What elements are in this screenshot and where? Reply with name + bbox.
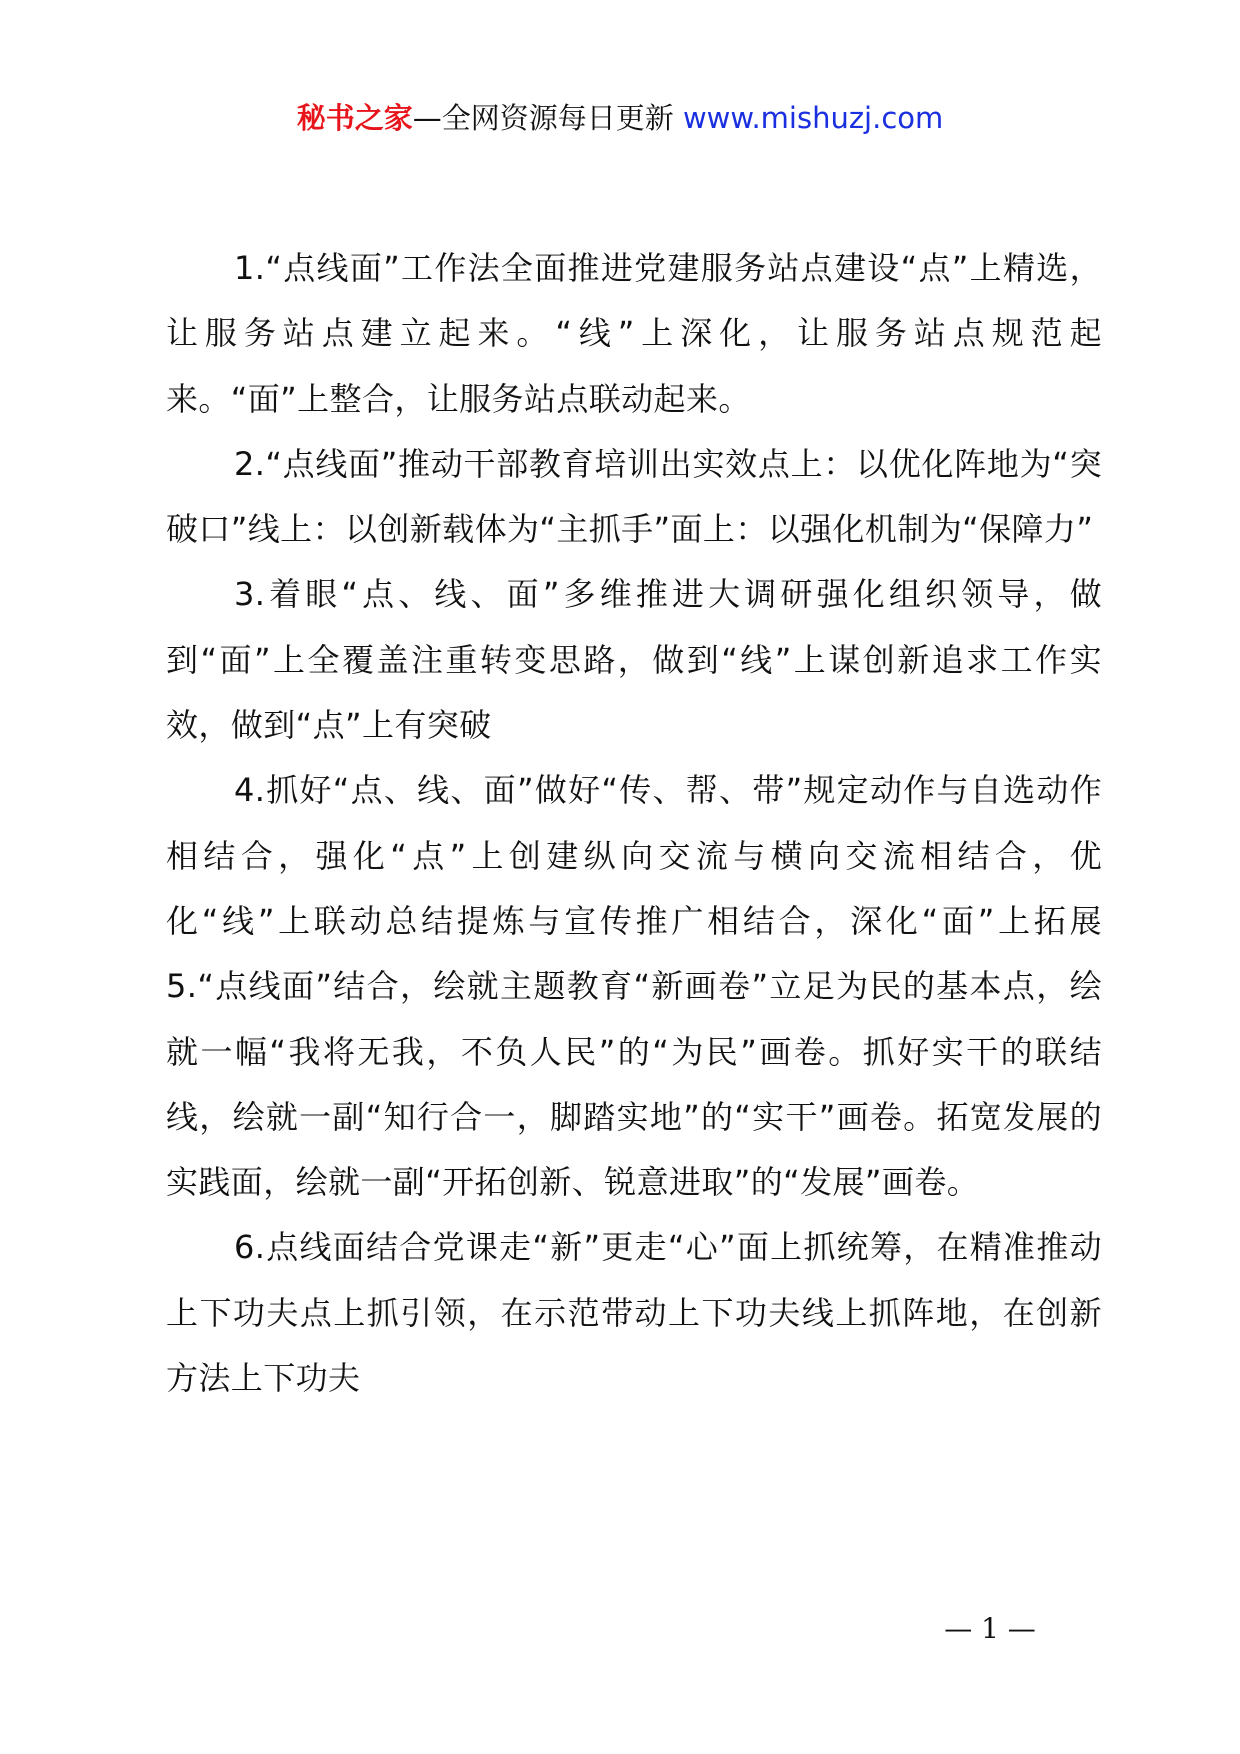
paragraph-3: 3.着眼“点、线、面”多维推进大调研强化组织领导，做到“面”上全覆盖注重转变思路，做到“线”上谋创新追求工作实效，做到“点”上有突破 (166, 575, 1102, 745)
site-url[interactable]: www.mishuzj.com (682, 101, 944, 135)
site-header (0, 98, 1240, 138)
paragraph-1: 1.“点线面”工作法全面推进党建服务站点建设“点”上精选，让服务站点建立起来。“线”上深化，让服务站点规范起来。“面”上整合，让服务站点联动起来。 (166, 249, 1102, 418)
document-body (166, 236, 1102, 1411)
paragraph-2: 2.“点线面”推动干部教育培训出实效点上：以优化阵地为“突破口”线上：以创新载体为“主抓手”面上：以强化机制为“保障力” (166, 444, 1102, 549)
brand-name: 秘书之家 (296, 101, 413, 135)
page-number: — 1 — (944, 1612, 1036, 1645)
header-tagline: —全网资源每日更新 (412, 101, 683, 135)
paragraph-5: 6.点线面结合党课走“新”更走“心”面上抓统筹，在精准推动上下功夫点上抓引领，在示范带动上下功夫线上抓阵地，在创新方法上下功夫 (166, 1228, 1102, 1398)
paragraph-4: 4.抓好“点、线、面”做好“传、帮、带”规定动作与自选动作相结合，强化“点”上创建纵向交流与横向交流相结合，优化“线”上联动总结提炼与宣传推广相结合，深化“面”上拓展 5.“点线面”结合，绘就主题教育“新画卷”立足为民的基本点，绘就一幅“我将无我，不负人民”的“为民”画卷。抓好实干的联结线，绘就一副“知行合一，脚踏实地”的“实干”画卷。拓宽发展的实践面，绘就一副“开拓创新、锐意进取”的“发展”画卷。 (166, 771, 1102, 1202)
